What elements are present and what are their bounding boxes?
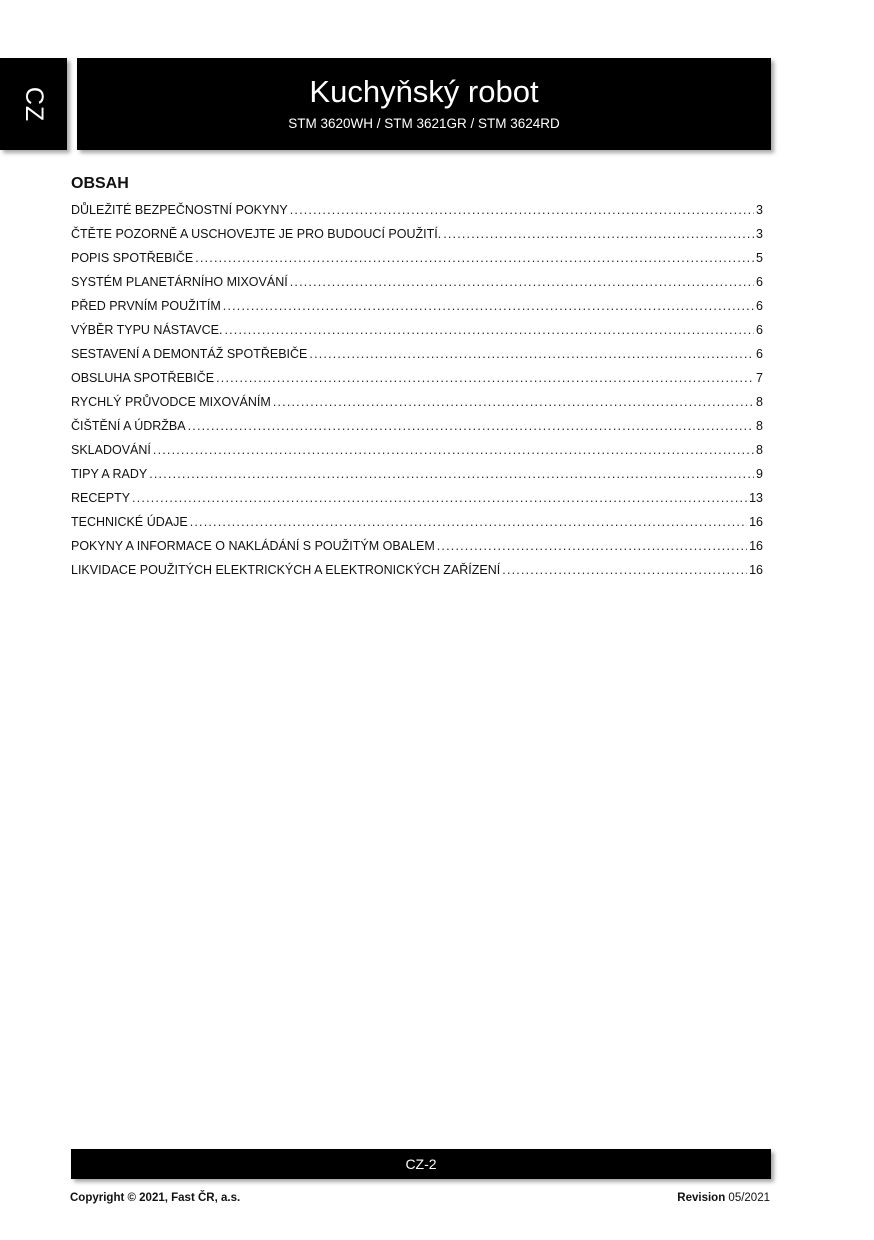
toc-dot-leader <box>223 294 754 318</box>
toc-entry-label: VÝBĚR TYPU NÁSTAVCE. <box>71 323 223 337</box>
table-of-contents <box>71 198 763 582</box>
toc-entry[interactable] <box>71 438 763 462</box>
toc-entry-page: 13 <box>749 491 763 505</box>
toc-dot-leader <box>290 198 754 222</box>
toc-entry-page: 7 <box>756 371 763 385</box>
toc-entry-label: SESTAVENÍ A DEMONTÁŽ SPOTŘEBIČE <box>71 347 308 361</box>
toc-entry[interactable] <box>71 486 763 510</box>
toc-dot-leader <box>153 438 754 462</box>
toc-dot-leader <box>216 366 754 390</box>
toc-entry-label: SKLADOVÁNÍ <box>71 443 151 457</box>
document-header <box>77 58 771 150</box>
toc-entry-label: POPIS SPOTŘEBIČE <box>71 251 194 265</box>
document-title: Kuchyňský robot <box>309 74 539 109</box>
language-tab <box>0 58 67 150</box>
toc-entry[interactable] <box>71 270 763 294</box>
revision-label: Revision <box>677 1192 726 1204</box>
toc-entry[interactable] <box>71 558 763 582</box>
toc-dot-leader <box>190 510 747 534</box>
toc-entry[interactable] <box>71 390 763 414</box>
toc-entry-page: 16 <box>749 563 763 577</box>
toc-entry[interactable] <box>71 342 763 366</box>
toc-dot-leader <box>309 342 754 366</box>
toc-entry-page: 3 <box>756 203 763 217</box>
toc-entry-page: 6 <box>756 323 763 337</box>
toc-dot-leader <box>443 222 754 246</box>
toc-entry-page: 8 <box>756 395 763 409</box>
toc-entry-label: DŮLEŽITÉ BEZPEČNOSTNÍ POKYNY <box>71 203 288 217</box>
toc-entry-label: SYSTÉM PLANETÁRNÍHO MIXOVÁNÍ <box>71 275 288 289</box>
page-number: CZ-2 <box>405 1156 437 1172</box>
toc-entry-label: LIKVIDACE POUŽITÝCH ELEKTRICKÝCH A ELEKTRONICKÝCH ZAŘÍZENÍ <box>71 563 501 577</box>
toc-entry[interactable] <box>71 198 763 222</box>
toc-entry[interactable] <box>71 366 763 390</box>
toc-entry[interactable] <box>71 534 763 558</box>
toc-entry[interactable] <box>71 222 763 246</box>
model-numbers: STM 3620WH / STM 3621GR / STM 3624RD <box>288 116 560 131</box>
toc-entry[interactable] <box>71 462 763 486</box>
toc-dot-leader <box>188 414 754 438</box>
copyright-notice: Copyright © 2021, Fast ČR, a.s. <box>70 1192 241 1204</box>
toc-entry-label: RECEPTY <box>71 491 131 505</box>
toc-entry-page: 6 <box>756 299 763 313</box>
toc-entry-label: PŘED PRVNÍM POUŽITÍM <box>71 299 221 313</box>
toc-entry-page: 8 <box>756 443 763 457</box>
toc-entry-page: 16 <box>749 539 763 553</box>
toc-heading: OBSAH <box>71 175 129 192</box>
toc-entry-label: ČTĚTE POZORNĚ A USCHOVEJTE JE PRO BUDOUCÍ POUŽITÍ. <box>71 227 442 241</box>
toc-entry-label: OBSLUHA SPOTŘEBIČE <box>71 371 215 385</box>
toc-dot-leader <box>502 558 747 582</box>
toc-entry[interactable] <box>71 246 763 270</box>
toc-entry-page: 6 <box>756 275 763 289</box>
toc-entry-page: 9 <box>756 467 763 481</box>
toc-dot-leader <box>273 390 754 414</box>
toc-entry[interactable] <box>71 414 763 438</box>
language-code: CZ <box>19 86 48 122</box>
toc-entry[interactable] <box>71 318 763 342</box>
revision-info <box>677 1192 770 1204</box>
toc-dot-leader <box>224 318 754 342</box>
toc-dot-leader <box>149 462 754 486</box>
toc-entry-label: ČIŠTĚNÍ A ÚDRŽBA <box>71 419 186 433</box>
toc-entry-label: TECHNICKÉ ÚDAJE <box>71 515 188 529</box>
toc-dot-leader <box>290 270 754 294</box>
toc-entry-label: POKYNY A INFORMACE O NAKLÁDÁNÍ S POUŽITÝM OBALEM <box>71 539 435 553</box>
revision-value: 05/2021 <box>728 1192 770 1204</box>
toc-dot-leader <box>437 534 747 558</box>
toc-dot-leader <box>195 246 754 270</box>
toc-dot-leader <box>132 486 747 510</box>
toc-entry-label: RYCHLÝ PRŮVODCE MIXOVÁNÍM <box>71 395 271 409</box>
toc-entry-page: 3 <box>756 227 763 241</box>
toc-entry[interactable] <box>71 510 763 534</box>
page-number-bar <box>71 1149 771 1179</box>
toc-entry-page: 5 <box>756 251 763 265</box>
toc-entry-page: 6 <box>756 347 763 361</box>
toc-entry-label: TIPY A RADY <box>71 467 148 481</box>
toc-entry-page: 16 <box>749 515 763 529</box>
toc-entry[interactable] <box>71 294 763 318</box>
toc-entry-page: 8 <box>756 419 763 433</box>
